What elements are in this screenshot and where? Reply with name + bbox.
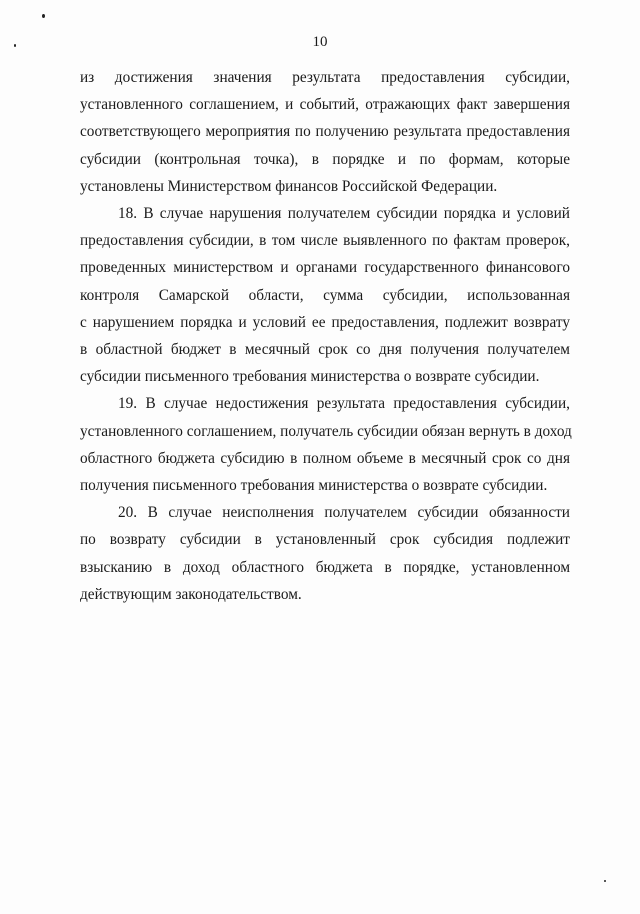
text-line: в областной бюджет в месячный срок со дня получения получателем [80, 341, 570, 359]
paragraph-item-20 [80, 499, 570, 608]
page-number: 10 [312, 34, 328, 50]
text-line: установленного соглашением, получатель субсидии обязан вернуть в доход [80, 422, 572, 440]
text-line: субсидии (контрольная точка), в порядке и по формам, которые [80, 150, 570, 168]
paragraph-item-19 [80, 390, 570, 499]
paragraph-continuation [80, 64, 570, 200]
text-line: установлены Министерством финансов Российской Федерации. [80, 177, 498, 195]
paragraph-item-18 [80, 200, 570, 390]
text-line: контроля Самарской области, сумма субсидии, использованная [80, 286, 570, 304]
text-line: субсидии письменного требования министерства о возврате субсидии. [80, 368, 540, 386]
document-body [80, 64, 570, 608]
scan-speck [42, 14, 45, 18]
text-line: соответствующего мероприятия по получению результата предоставления [80, 123, 570, 141]
text-line: областного бюджета субсидию в полном объеме в месячный срок со дня [80, 449, 570, 467]
text-line: 19. В случае недостижения результата предоставления субсидии, [118, 395, 570, 413]
text-line: 18. В случае нарушения получателем субсидии порядка и условий [118, 205, 570, 223]
text-line: установленного соглашением, и событий, отражающих факт завершения [80, 96, 570, 114]
scan-speck [604, 880, 606, 882]
text-line: из достижения значения результата предоставления субсидии, [80, 69, 570, 86]
text-line: с нарушением порядка и условий ее предоставления, подлежит возврату [80, 313, 570, 331]
text-line: получения письменного требования министерства о возврате субсидии. [80, 477, 548, 495]
text-line: действующим законодательством. [80, 585, 302, 603]
text-line: 20. В случае неисполнения получателем субсидии обязанности [118, 504, 570, 522]
text-line: предоставления субсидии, в том числе выявленного по фактам проверок, [80, 232, 570, 250]
text-line: проведенных министерством и органами государственного финансового [80, 259, 570, 277]
text-line: по возврату субсидии в установленный срок субсидия подлежит [80, 531, 570, 549]
text-line: взысканию в доход областного бюджета в порядке, установленном [80, 558, 570, 576]
